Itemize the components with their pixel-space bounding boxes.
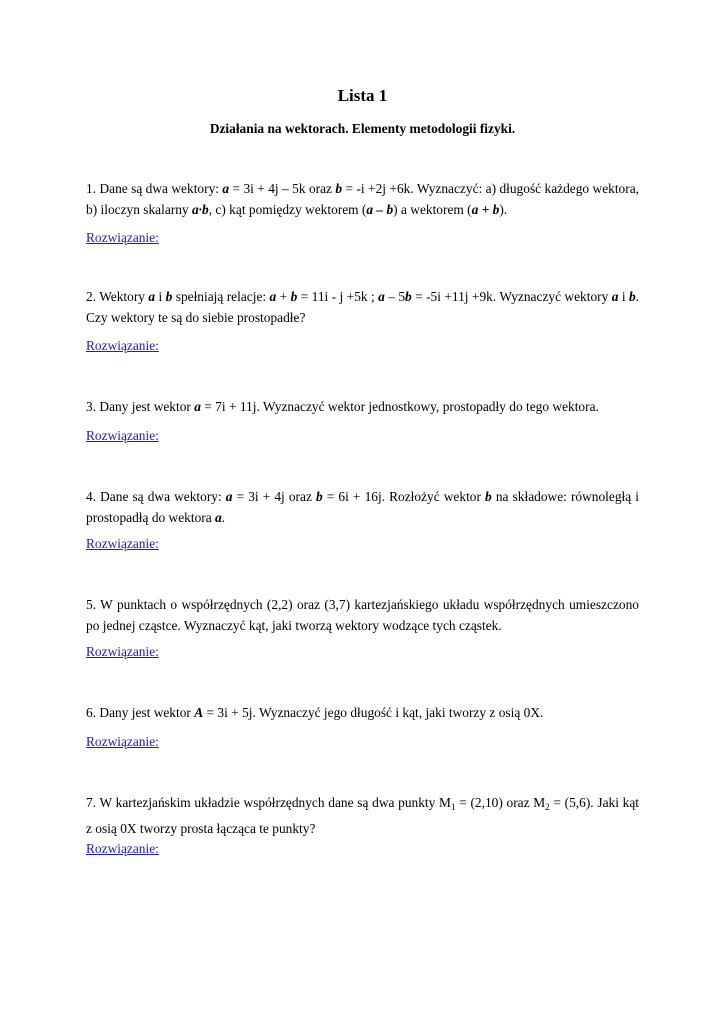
solution-link-6[interactable]: Rozwiązanie: (86, 734, 159, 749)
solution-link-5[interactable]: Rozwiązanie: (86, 644, 159, 659)
solution-link-1[interactable]: Rozwiązanie: (86, 230, 159, 245)
solution-link-2[interactable]: Rozwiązanie: (86, 338, 159, 353)
problem-5-text: 5. W punktach o współrzędnych (2,2) oraz (3,7) kartezjańskiego układu współrzędnych umieszczono po jednej cząstce. Wyznaczyć kąt, jaki tworzą wektory wodzące tych cząstek. (86, 597, 639, 633)
page-title: Lista 1 (337, 86, 388, 105)
problem-1-text: 1. Dane są dwa wektory: a = 3i + 4j – 5k oraz b = -i +2j +6k. Wyznaczyć: a) długość każdego wektora, b) iloczyn skalarny a·b, c) kąt pomiędzy wektorem (a – b) a wektorem (a + b). (86, 181, 639, 217)
problem-7-text: 7. W kartezjańskim układzie współrzędnych dane są dwa punkty $M_1 = (2,10)$ oraz $M_2 = (5,6)$. Jaki kąt z osią 0X tworzy prosta łącząca te punkty? (86, 795, 639, 836)
solution-link-3[interactable]: Rozwiązanie: (86, 428, 159, 443)
page-subtitle: Działania na wektorach. Elementy metodologii fizyki. (209, 121, 516, 136)
problem-6-text: 6. Dany jest wektor A = 3i + 5j. Wyznaczyć jego długość i kąt, jaki tworzy z osią 0X. (86, 705, 544, 720)
problem-3-text: 3. Dany jest wektor a = 7i + 11j. Wyznaczyć wektor jednostkowy, prostopadły do tego wektora. (86, 399, 599, 414)
solution-link-7[interactable]: Rozwiązanie: (86, 841, 159, 856)
problem-4-text: 4. Dane są dwa wektory: a = 3i + 4j oraz b = 6i + 16j. Rozłożyć wektor b na składowe: równoległą i prostopadłą do wektora a. (86, 489, 639, 525)
solution-link-4[interactable]: Rozwiązanie: (86, 536, 159, 551)
problem-2-text: 2. Wektory a i b spełniają relacje: a + b = 11i - j +5k ; a – 5b = -5i +11j +9k. Wyznaczyć wektory a i b. Czy wektory te są do siebie prostopadłe? (86, 289, 640, 325)
